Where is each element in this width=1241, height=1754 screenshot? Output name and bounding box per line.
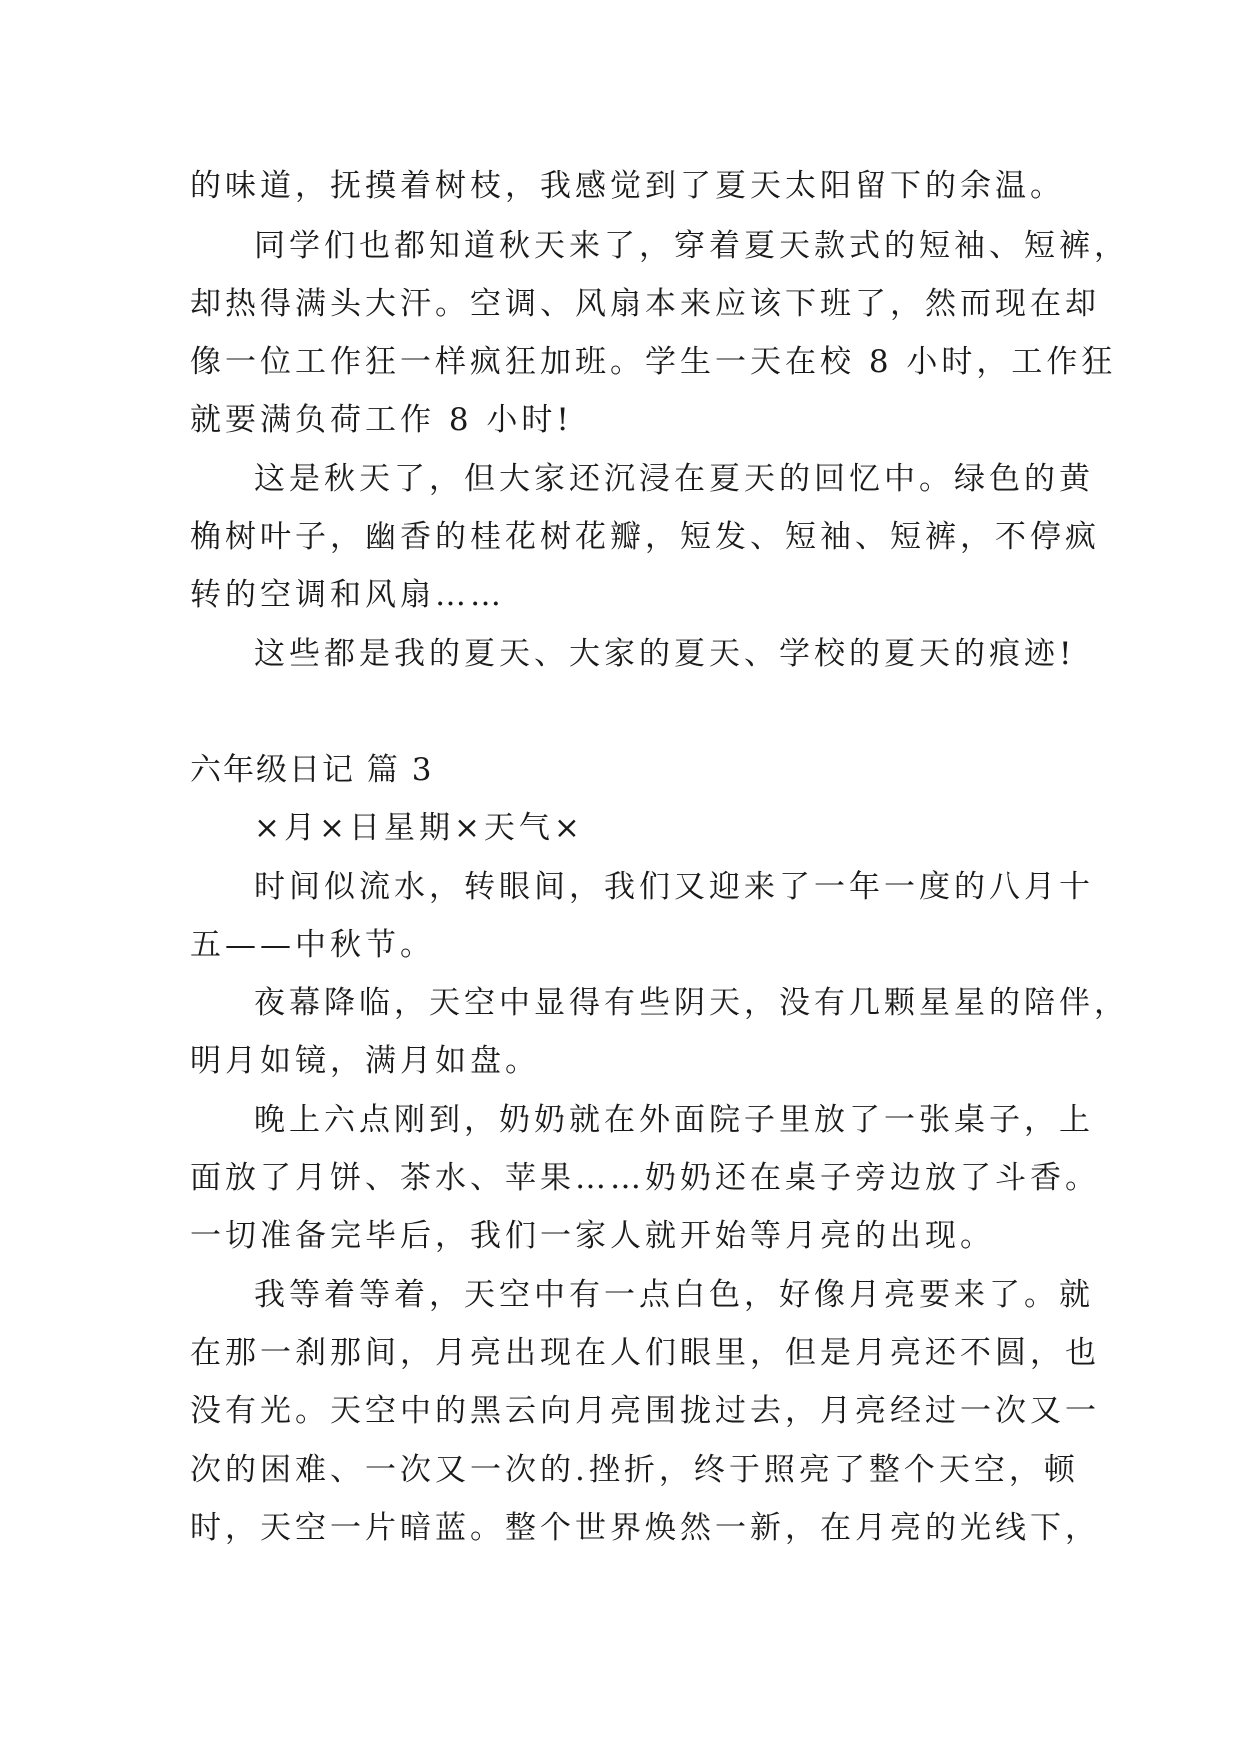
text-line-7: 桷树叶子，幽香的桂花树花瓣，短发、短袖、短裤，不停疯 [190, 519, 1100, 555]
text-line-23: 时，天空一片暗蓝。整个世界焕然一新，在月亮的光线下， [190, 1510, 1100, 1546]
text-line-9: 这些都是我的夏天、大家的夏天、学校的夏天的痕迹! [254, 636, 1076, 672]
text-line-3: 却热得满头大汗。空调、风扇本来应该下班了，然而现在却 [190, 286, 1100, 322]
section-heading: 六年级日记 篇 3 [190, 752, 434, 788]
text-line-6: 这是秋天了，但大家还沉浸在夏天的回忆中。绿色的黄 [254, 461, 1094, 497]
text-line-17: 面放了月饼、茶水、苹果……奶奶还在桌子旁边放了斗香。 [190, 1160, 1100, 1196]
text-line-16: 晚上六点刚到，奶奶就在外面院子里放了一张桌子，上 [254, 1102, 1094, 1138]
text-line-5: 就要满负荷工作 8 小时! [190, 402, 573, 438]
text-line-19: 我等着等着，天空中有一点白色，好像月亮要来了。就 [254, 1277, 1094, 1313]
text-line-2: 同学们也都知道秋天来了，穿着夏天款式的短袖、短裤， [254, 228, 1129, 264]
text-line-15: 明月如镜，满月如盘。 [190, 1043, 540, 1079]
text-line-1: 的味道，抚摸着树枝，我感觉到了夏天太阳留下的余温。 [190, 168, 1065, 204]
text-line-18: 一切准备完毕后，我们一家人就开始等月亮的出现。 [190, 1218, 995, 1254]
text-line-4: 像一位工作狂一样疯狂加班。学生一天在校 8 小时，工作狂 [190, 344, 1117, 380]
text-line-12: 时间似流水，转眼间，我们又迎来了一年一度的八月十 [254, 869, 1094, 905]
text-line-14: 夜幕降临，天空中显得有些阴天，没有几颗星星的陪伴， [254, 985, 1129, 1021]
text-line-22: 次的困难、一次又一次的.挫折，终于照亮了整个天空，顿 [190, 1452, 1079, 1488]
text-line-13: 五——中秋节。 [190, 927, 435, 963]
text-line-20: 在那一刹那间，月亮出现在人们眼里，但是月亮还不圆，也 [190, 1335, 1100, 1371]
diary-date-line: ×月×日星期×天气× [254, 810, 584, 846]
text-line-21: 没有光。天空中的黑云向月亮围拢过去，月亮经过一次又一 [190, 1393, 1100, 1429]
text-line-8: 转的空调和风扇…… [190, 577, 505, 613]
